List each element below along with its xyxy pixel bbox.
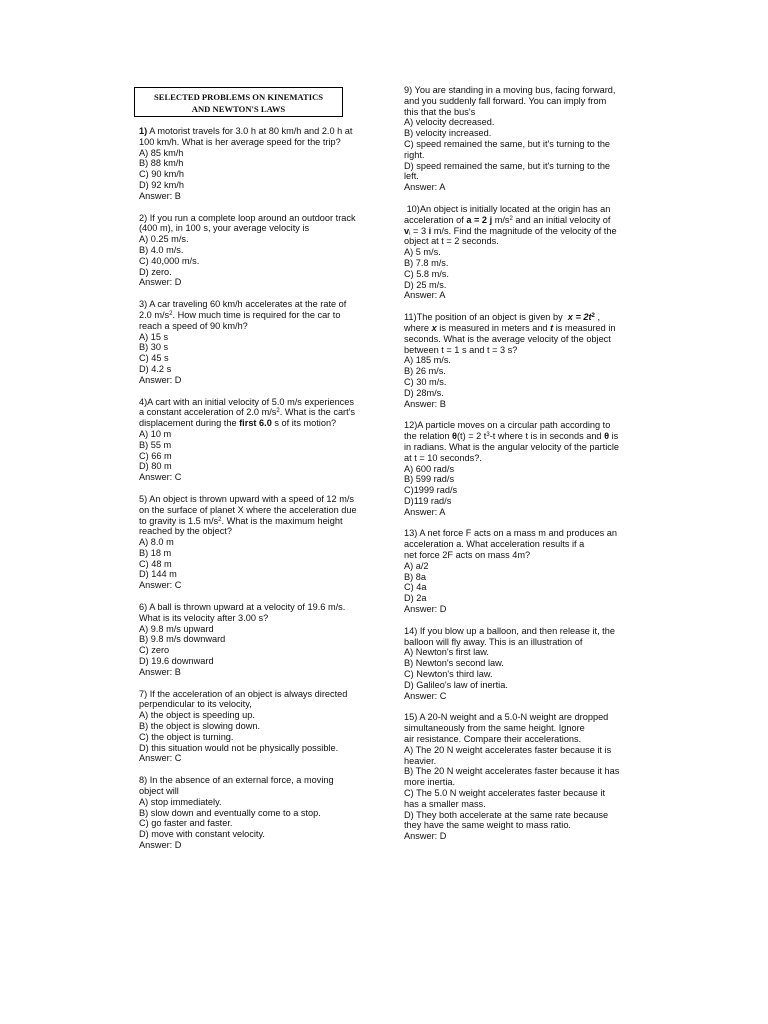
question-text: the relation θ(t) = 2 $t^3-t$ where t is in seconds and θ is — [404, 431, 619, 442]
question-text: between t = 1 s and t = 3 s? — [404, 344, 518, 355]
option: D) 80 m — [139, 461, 172, 472]
option: B) 26 m/s. — [404, 366, 446, 377]
question-12 — [404, 420, 634, 517]
question-3 — [139, 299, 369, 385]
left-column — [139, 126, 369, 862]
option: B) 18 m — [139, 547, 172, 558]
question-text: (400 m), in 100 s, your average velocity is — [139, 223, 310, 234]
option: they have the same weight to mass ratio. — [404, 820, 571, 831]
option: C) the object is turning. — [139, 731, 234, 742]
answer: Answer: B — [404, 398, 446, 409]
option: B) 9.8 m/s downward — [139, 634, 226, 645]
question-text: seconds. What is the average velocity of the object — [404, 333, 611, 344]
question-text: 1) A motorist travels for 3.0 h at 80 km/h and 2.0 h at — [139, 126, 353, 136]
option: C) speed remained the same, but it's turning to the — [404, 138, 611, 149]
question-8 — [139, 775, 369, 851]
answer: Answer: C — [139, 753, 182, 764]
question-text: and you suddenly fall forward. You can imply from — [404, 95, 607, 106]
option: D) move with constant velocity. — [139, 829, 265, 840]
document-title — [134, 87, 343, 117]
option: B) 599 rad/s — [404, 474, 455, 485]
option: B) slow down and eventually come to a stop. — [139, 807, 321, 818]
option: B) the object is slowing down. — [139, 721, 261, 732]
option: D) 19.6 downward — [139, 656, 214, 667]
option: D) zero. — [139, 266, 172, 277]
question-text: perpendicular to its velocity, — [139, 699, 252, 710]
question-text: 4)A cart with an initial velocity of 5.0 m/s experiences — [139, 396, 354, 407]
question-text: 6) A ball is thrown upward at a velocity of 19.6 m/s. — [139, 602, 346, 613]
question-text: 9) You are standing in a moving bus, facing forward, — [404, 85, 616, 95]
option: C) 30 m/s. — [404, 376, 447, 387]
answer: Answer: A — [404, 506, 446, 517]
question-13 — [404, 528, 634, 614]
option: A) 15 s — [139, 331, 169, 342]
option: A) 600 rad/s — [404, 463, 455, 474]
option: A) 85 km/h — [139, 147, 184, 158]
option: A) Newton's first law. — [404, 647, 489, 658]
option: D)119 rad/s — [404, 495, 452, 506]
question-text: object at t = 2 seconds. — [404, 236, 499, 247]
question-2 — [139, 213, 369, 289]
question-text: What is its velocity after 3.00 s? — [139, 612, 269, 623]
question-text: 3) A car traveling 60 km/h accelerates at the rate of — [139, 299, 347, 310]
option: more inertia. — [404, 777, 456, 788]
option: A) 9.8 m/s upward — [139, 623, 214, 634]
question-text: 2) If you run a complete loop around an outdoor track — [139, 212, 356, 223]
question-text: 7) If the acceleration of an object is always directed — [139, 688, 348, 699]
option: C) 66 m — [139, 450, 172, 461]
question-text: 8) In the absence of an external force, a moving — [139, 775, 334, 786]
option: B) 4.0 m/s. — [139, 244, 184, 255]
question-text: a constant acceleration of 2.0 $m/s^2$. What is the cart's — [139, 407, 356, 418]
option: A) The 20 N weight accelerates faster because it is — [404, 744, 612, 755]
question-text: on the surface of planet X where the acceleration due — [139, 504, 357, 515]
question-text: object will — [139, 786, 179, 797]
question-text: $v_i = 3$ i m/s. Find the magnitude of the velocity of the — [404, 225, 617, 237]
option: A) a/2 — [404, 560, 429, 571]
question-text: reached by the object? — [139, 526, 232, 537]
answer: Answer: C — [139, 580, 182, 591]
option: C) 48 m — [139, 558, 172, 569]
option: A) 185 m/s. — [404, 355, 451, 366]
question-text: 15) A 20-N weight and a 5.0-N weight are dropped — [404, 712, 609, 723]
question-text: 13) A net force F acts on a mass m and produces an — [404, 528, 617, 539]
option: C) 4a — [404, 582, 427, 593]
option: D) 92 km/h — [139, 179, 184, 190]
option: D) 144 m — [139, 569, 177, 580]
option: D) speed remained the same, but it's turning to the — [404, 160, 611, 171]
answer: Answer: A — [404, 290, 446, 301]
option: A) velocity decreased. — [404, 117, 495, 128]
answer: Answer: D — [404, 604, 447, 615]
question-text: to gravity is 1.5 $m/s^2$. What is the maximum height — [139, 515, 343, 526]
question-number: 1) — [139, 126, 148, 136]
question-text: displacement during the first 6.0 s of its motion? — [139, 418, 337, 429]
option: C) 90 km/h — [139, 169, 184, 180]
option: B) 55 m — [139, 439, 172, 450]
option: B) 30 s — [139, 342, 169, 353]
option: A) stop immediately. — [139, 796, 222, 807]
option: left. — [404, 171, 419, 182]
title-line-2: AND NEWTON'S LAWS — [191, 104, 286, 114]
right-column — [404, 85, 634, 853]
question-15 — [404, 712, 634, 842]
question-6 — [139, 602, 369, 678]
title-line-1: SELECTED PROBLEMS ON KINEMATICS — [153, 92, 324, 102]
question-text: reach a speed of 90 km/h? — [139, 320, 248, 331]
question-9 — [404, 85, 634, 193]
question-text: net force 2F acts on mass 4m? — [404, 550, 531, 561]
option: A) 5 m/s. — [404, 247, 441, 258]
question-10 — [404, 204, 634, 301]
answer: Answer: B — [139, 190, 181, 201]
option: right. — [404, 149, 425, 160]
option: C) Newton's third law. — [404, 669, 493, 680]
option: D) 4.2 s — [139, 363, 172, 374]
answer: Answer: A — [404, 182, 446, 193]
answer: Answer: D — [139, 374, 182, 385]
option: D) 28m/s. — [404, 387, 444, 398]
question-text: balloon will fly away. This is an illustration of — [404, 636, 583, 647]
question-text: in radians. What is the angular velocity of the particle — [404, 441, 619, 452]
question-text: 14) If you blow up a balloon, and then release it, the — [404, 625, 615, 636]
question-7 — [139, 689, 369, 765]
answer: Answer: C — [139, 472, 182, 483]
answer: Answer: D — [139, 840, 182, 851]
option: heavier. — [404, 755, 437, 766]
answer: Answer: C — [404, 690, 447, 701]
question-text: 100 km/h. What is her average speed for the trip? — [139, 136, 341, 147]
question-14 — [404, 626, 634, 702]
option: C)1999 rad/s — [404, 485, 458, 496]
option: B) 8a — [404, 571, 426, 582]
option: B) 7.8 m/s. — [404, 257, 449, 268]
option: B) 88 km/h — [139, 158, 184, 169]
option: D) 25 m/s. — [404, 279, 447, 290]
option: D) 2a — [404, 593, 427, 604]
question-text: simultaneously from the same height. Ignore — [404, 723, 585, 734]
question-text: acceleration a. What acceleration results if a — [404, 539, 585, 550]
answer: Answer: B — [139, 666, 181, 677]
option: B) The 20 N weight accelerates faster because it has — [404, 766, 620, 777]
option: A) 10 m — [139, 428, 172, 439]
option: C) 45 s — [139, 353, 169, 364]
answer: Answer: D — [139, 277, 182, 288]
question-text: this that the bus's — [404, 106, 476, 117]
option: C) go faster and faster. — [139, 818, 233, 829]
question-5 — [139, 494, 369, 591]
question-1 — [139, 126, 369, 202]
option: C) The 5.0 N weight accelerates faster because it — [404, 788, 606, 799]
option: B) velocity increased. — [404, 128, 492, 139]
question-text: at t = 10 seconds?. — [404, 452, 482, 463]
question-text: where x is measured in meters and t is measured in — [404, 322, 616, 333]
option: A) the object is speeding up. — [139, 710, 255, 721]
option: A) 0.25 m/s. — [139, 234, 189, 245]
question-4 — [139, 397, 369, 483]
question-text: 12)A particle moves on a circular path according to — [404, 420, 611, 431]
question-text: 10)An object is initially located at the origin has an — [406, 203, 611, 214]
option: B) Newton's second law. — [404, 658, 504, 669]
question-text: acceleration of a = 2 j $m/s^2$ and an initial velocity of — [404, 214, 611, 225]
option: A) 8.0 m — [139, 537, 174, 548]
option: C) 40,000 m/s. — [139, 255, 200, 266]
question-text: 2.0 $m/s^2$. How much time is required for the car to — [139, 309, 341, 320]
option: C) 5.8 m/s. — [404, 268, 449, 279]
question-text: 11)The position of an object is given by $x = 2t^2$ , — [404, 312, 600, 323]
option: C) zero — [139, 645, 170, 656]
question-11 — [404, 312, 634, 409]
option: D) Galileo's law of inertia. — [404, 679, 508, 690]
option: D) They both accelerate at the same rate because — [404, 809, 609, 820]
option: D) this situation would not be physically possible. — [139, 742, 339, 753]
question-text: 5) An object is thrown upward with a speed of 12 m/s — [139, 493, 354, 504]
option: has a smaller mass. — [404, 798, 486, 809]
question-text: air resistance. Compare their accelerations. — [404, 734, 582, 745]
answer: Answer: D — [404, 831, 447, 842]
